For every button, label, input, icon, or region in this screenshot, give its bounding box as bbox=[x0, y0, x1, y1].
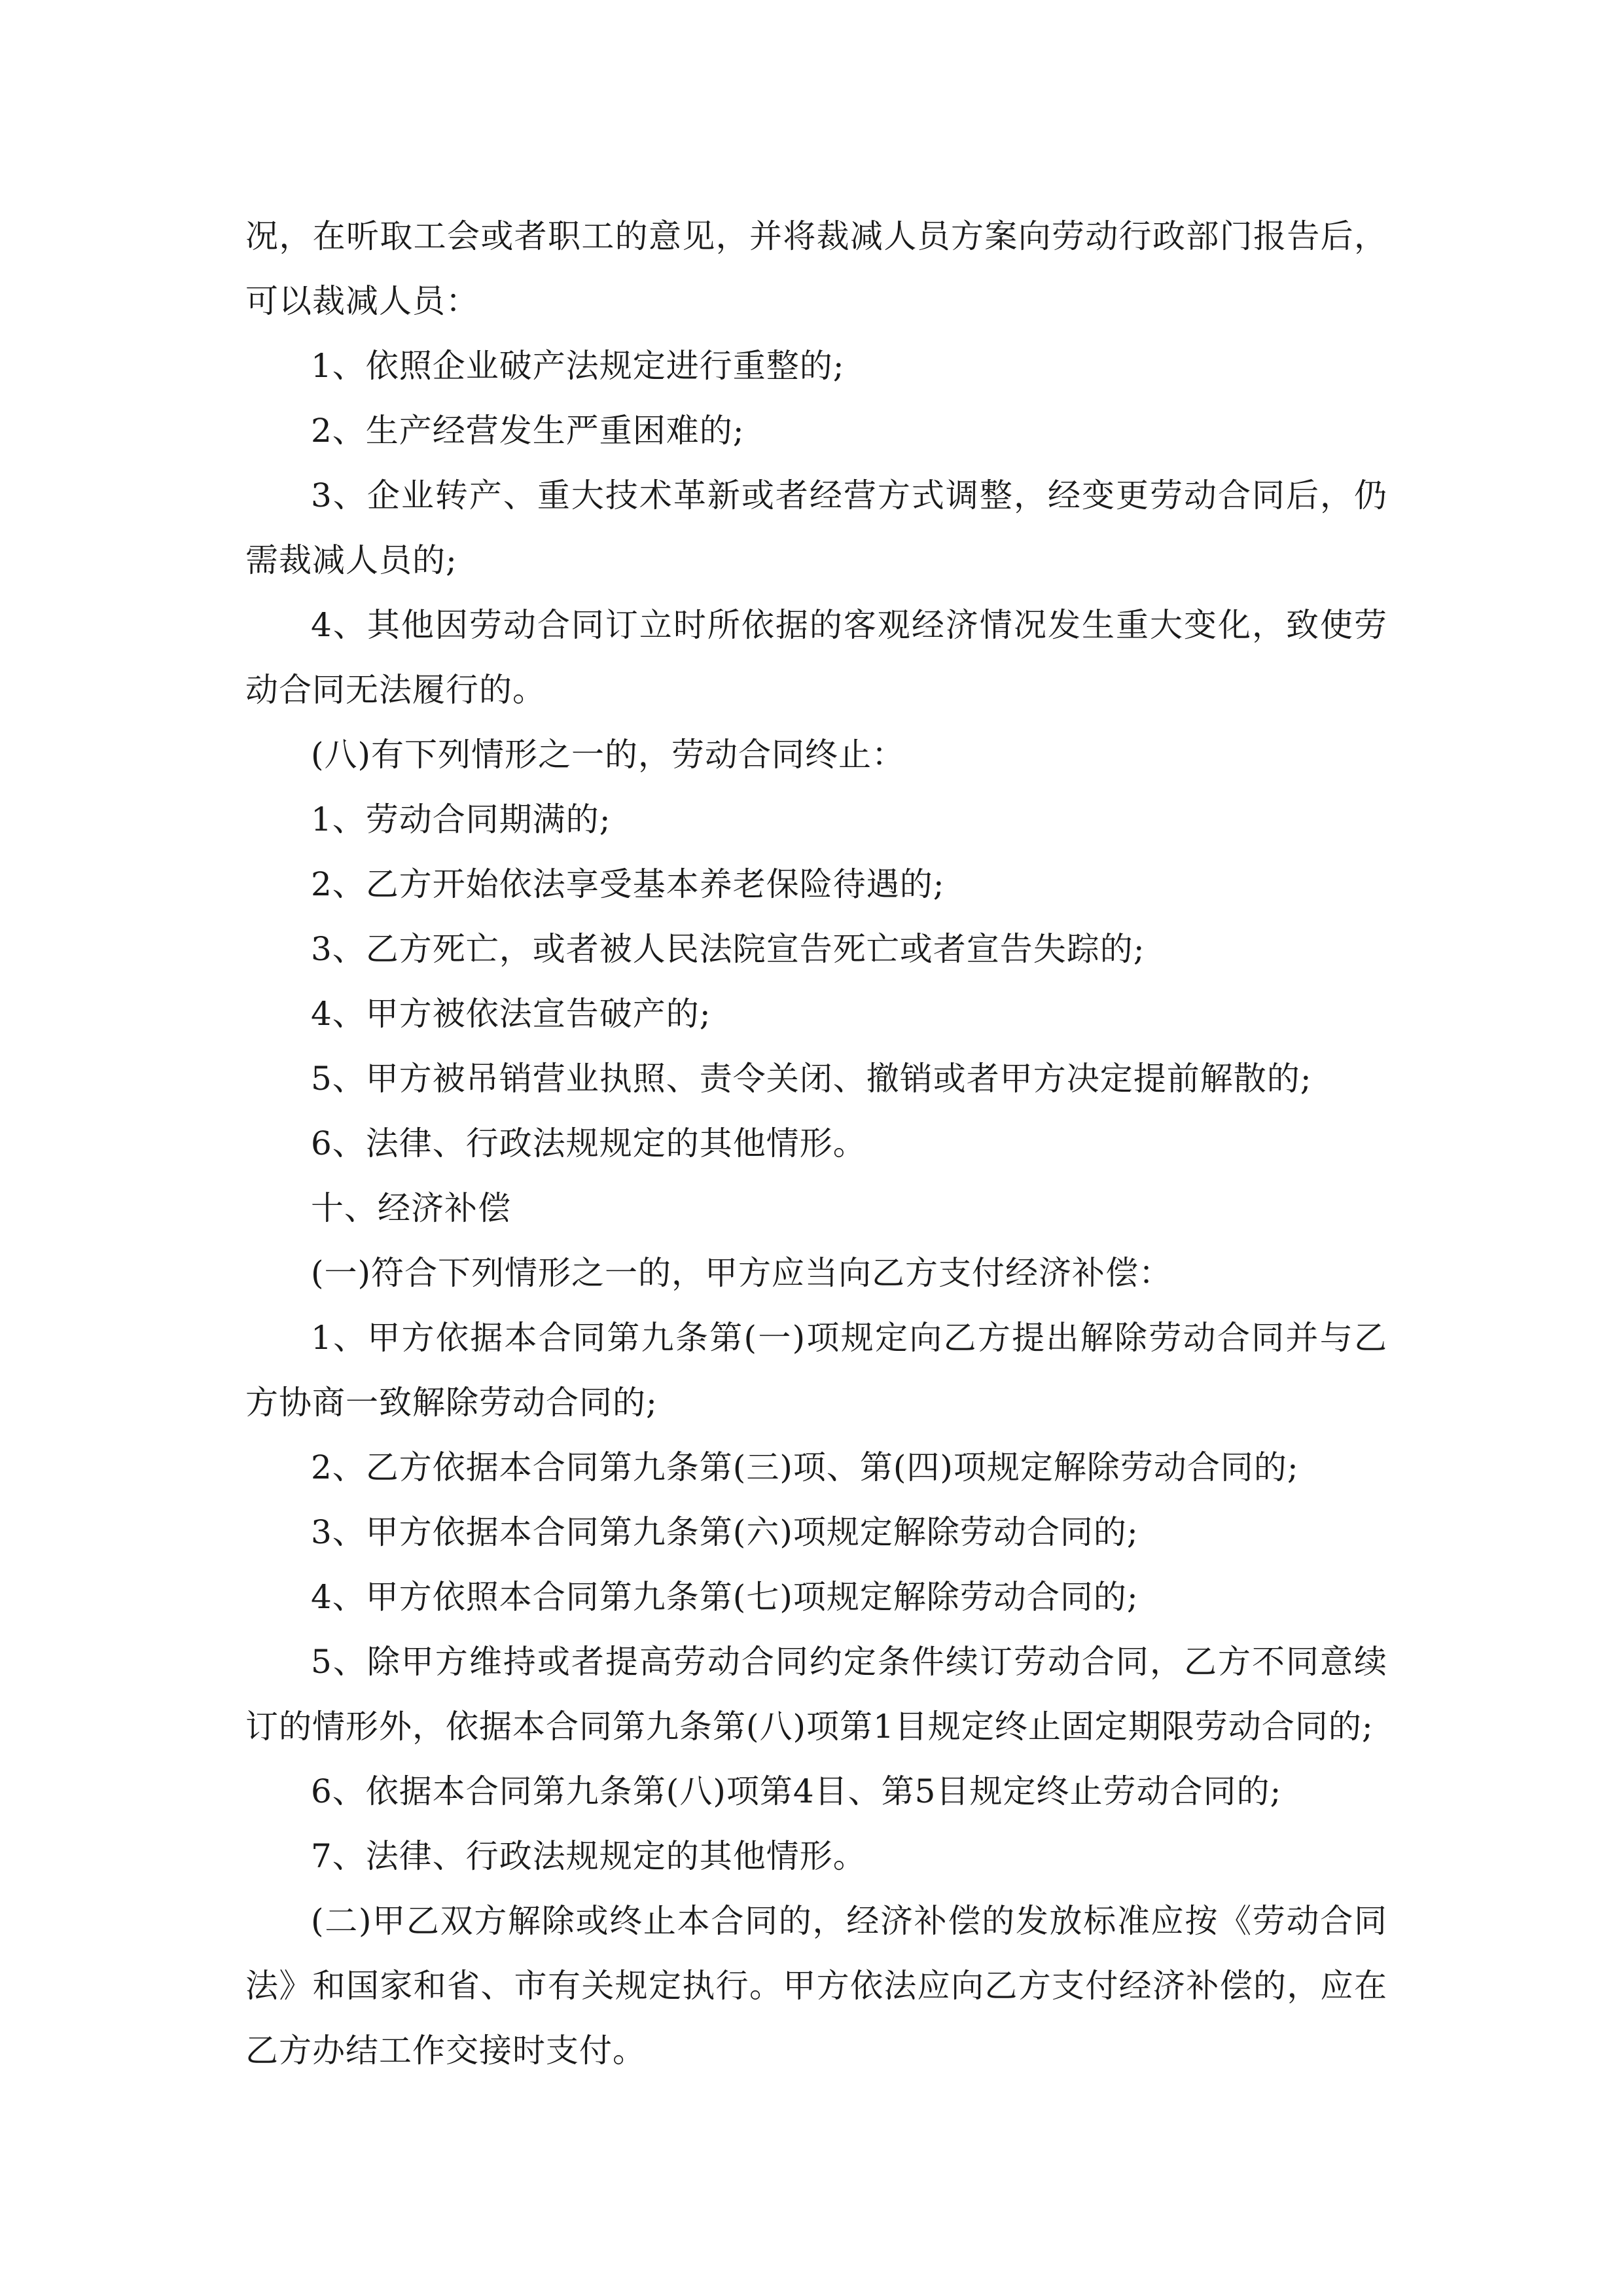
list-item-layoff-1: 1、依照企业破产法规定进行重整的; bbox=[311, 347, 845, 385]
list-item-compensation-7: 7、法律、行政法规规定的其他情形。 bbox=[311, 1837, 866, 1875]
list-item-compensation-2: 2、乙方依据本合同第九条第(三)项、第(四)项规定解除劳动合同的; bbox=[311, 1448, 1299, 1486]
list-item-layoff-2: 2、生产经营发生严重困难的; bbox=[311, 412, 745, 450]
list-item-compensation-4: 4、甲方依照本合同第九条第(七)项规定解除劳动合同的; bbox=[311, 1578, 1139, 1616]
section-title-compensation: 十、经济补偿 bbox=[311, 1189, 511, 1227]
paragraph-layoff-conditions-continued: 况，在听取工会或者职工的意见，并将裁减人员方案向劳动行政部门报告后，可以裁减人员： bbox=[245, 217, 1387, 320]
section-termination-heading: (八)有下列情形之一的，劳动合同终止： bbox=[311, 736, 906, 774]
list-item-termination-3: 3、乙方死亡，或者被人民法院宣告死亡或者宣告失踪的; bbox=[311, 930, 1145, 968]
list-item-compensation-6: 6、依据本合同第九条第(八)项第4目、第5目规定终止劳动合同的; bbox=[311, 1772, 1282, 1810]
list-item-compensation-3: 3、甲方依据本合同第九条第(六)项规定解除劳动合同的; bbox=[311, 1513, 1139, 1551]
list-item-compensation-1: 1、甲方依据本合同第九条第(一)项规定向乙方提出解除劳动合同并与乙方协商一致解除劳动合同的; bbox=[245, 1319, 1387, 1422]
list-item-termination-4: 4、甲方被依法宣告破产的; bbox=[311, 995, 711, 1033]
list-item-termination-5: 5、甲方被吊销营业执照、责令关闭、撤销或者甲方决定提前解散的; bbox=[311, 1060, 1312, 1098]
list-item-termination-6: 6、法律、行政法规规定的其他情形。 bbox=[311, 1124, 866, 1162]
subsection-compensation-standard: (二)甲乙双方解除或终止本合同的，经济补偿的发放标准应按《劳动合同法》和国家和省、市有关规定执行。甲方依法应向乙方支付经济补偿的，应在乙方办结工作交接时支付。 bbox=[245, 1902, 1387, 2070]
list-item-layoff-4: 4、其他因劳动合同订立时所依据的客观经济情况发生重大变化，致使劳动合同无法履行的。 bbox=[245, 606, 1387, 709]
list-item-compensation-5: 5、除甲方维持或者提高劳动合同约定条件续订劳动合同，乙方不同意续订的情形外，依据本合同第九条第(八)项第1目规定终止固定期限劳动合同的; bbox=[245, 1643, 1387, 1746]
list-item-termination-2: 2、乙方开始依法享受基本养老保险待遇的; bbox=[311, 865, 945, 903]
subsection-compensation-conditions: (一)符合下列情形之一的，甲方应当向乙方支付经济补偿： bbox=[311, 1254, 1173, 1292]
list-item-layoff-3: 3、企业转产、重大技术革新或者经营方式调整，经变更劳动合同后，仍需裁减人员的; bbox=[245, 476, 1387, 579]
list-item-termination-1: 1、劳动合同期满的; bbox=[311, 800, 611, 838]
document-body bbox=[245, 204, 1387, 2083]
